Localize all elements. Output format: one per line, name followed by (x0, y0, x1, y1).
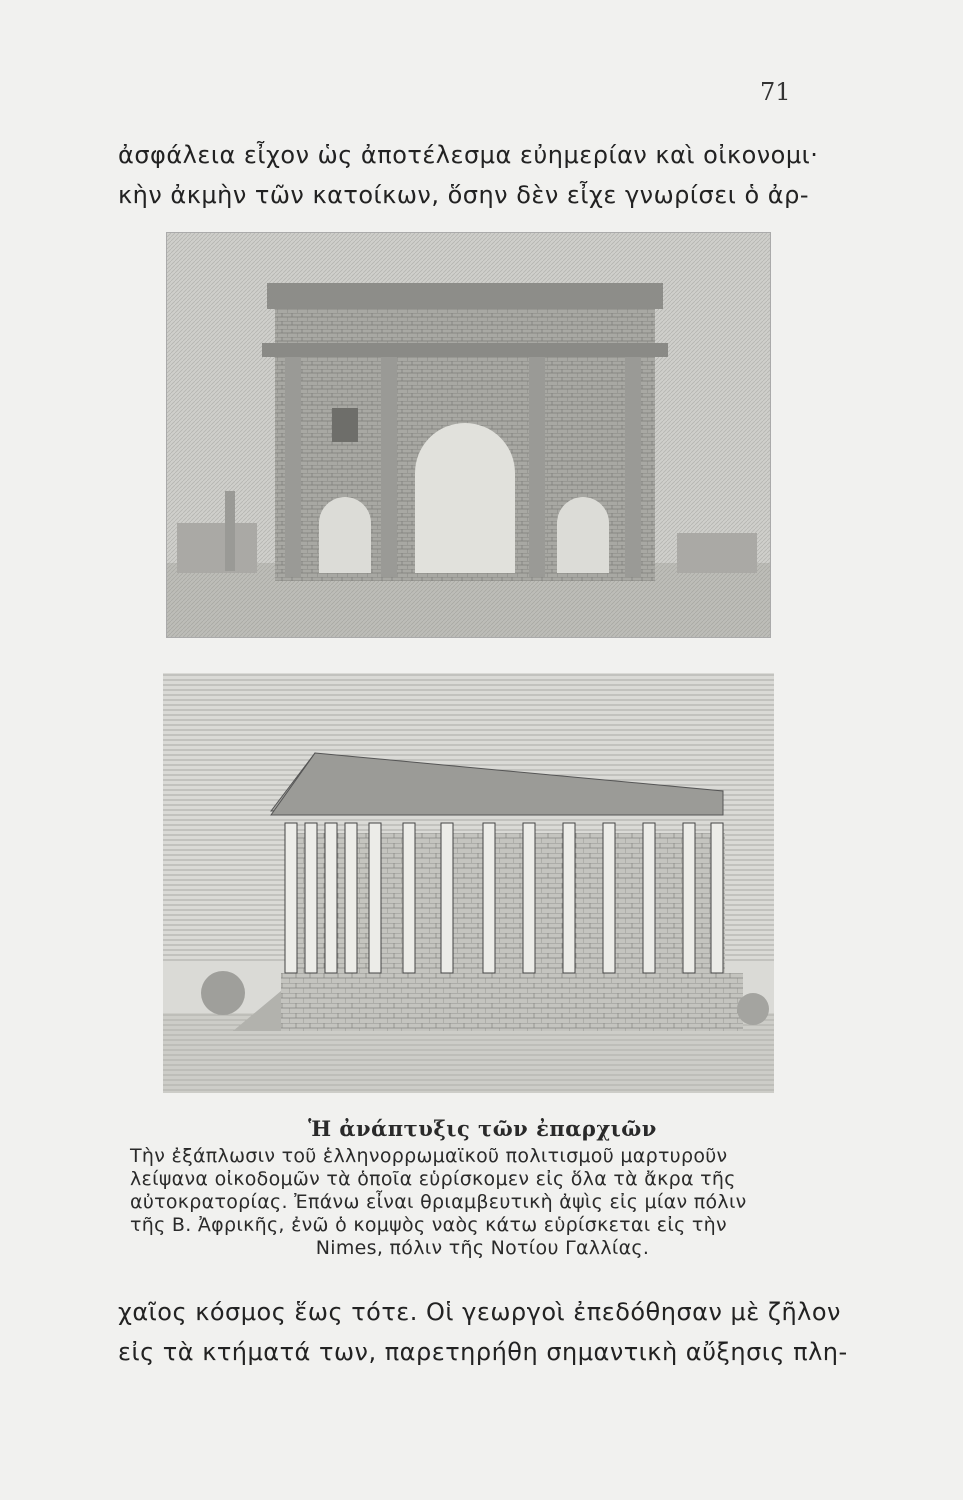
caption-line: Nimes, πόλιν τῆς Νοτίου Γαλλίας. (315, 1237, 650, 1259)
caption-line: λείψανα οἰκοδομῶν τὰ ὁποῖα εὑρίσκομεν εἰς ὅλα τὰ ἄκρα τῆς (130, 1168, 736, 1190)
temple-illustration (163, 673, 774, 1093)
triumphal-arch-figure (166, 232, 771, 638)
page-number: 71 (760, 78, 791, 106)
triumphal-arch-illustration (167, 233, 770, 637)
caption-line: Τὴν ἐξάπλωσιν τοῦ ἑλληνορρωμαϊκοῦ πολιτισμοῦ μαρτυροῦν (130, 1145, 728, 1167)
top-paragraph (118, 135, 838, 215)
text-line: κὴν ἀκμὴν τῶν κατοίκων, ὅσην δὲν εἶχε γνωρίσει ὁ ἀρ- (118, 181, 809, 209)
figure-caption (130, 1116, 835, 1260)
bottom-paragraph (118, 1292, 848, 1372)
temple-figure (163, 673, 774, 1093)
caption-line: τῆς Β. Ἀφρικῆς, ἐνῶ ὁ κομψὸς ναὸς κάτω εὑρίσκεται εἰς τὴν (130, 1214, 727, 1236)
text-line: χαῖος κόσμος ἕως τότε. Οἱ γεωργοὶ ἐπεδόθησαν μὲ ζῆλον (118, 1298, 841, 1326)
text-line: ἀσφάλεια εἶχον ὡς ἀποτέλεσμα εὐημερίαν καὶ οἰκονομι· (118, 141, 819, 169)
caption-title: Ἡ ἀνάπτυξις τῶν ἐπαρχιῶν (308, 1116, 657, 1141)
text-line: εἰς τὰ κτήματά των, παρετηρήθη σημαντικὴ αὔξησις πλη- (118, 1338, 848, 1366)
caption-line: αὐτοκρατορίας. Ἐπάνω εἶναι θριαμβευτικὴ ἀψὶς εἰς μίαν πόλιν (130, 1191, 747, 1213)
